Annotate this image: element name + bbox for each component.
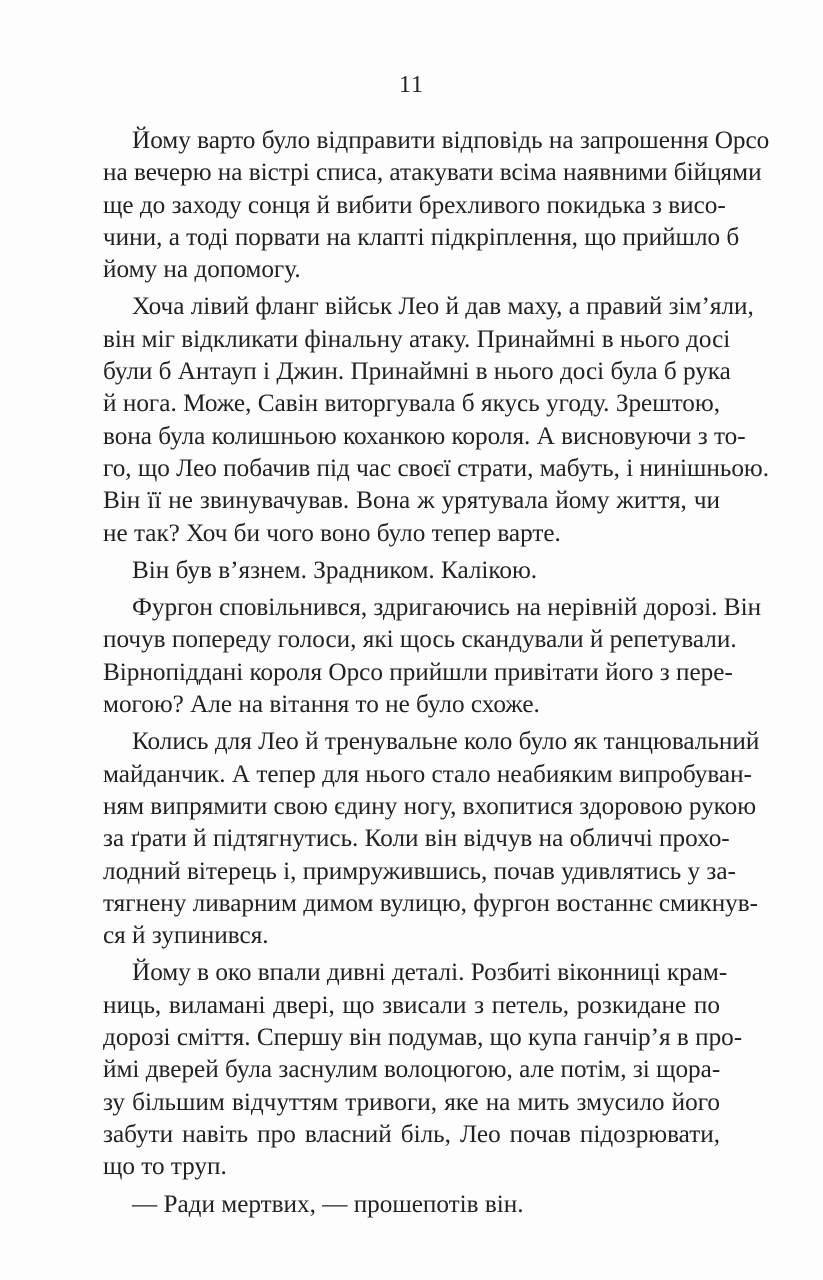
text-line: Хоча лівий фланг військ Лео й дав маху, а правий зім’яли, [132, 293, 754, 321]
text-line: зу більшим відчуттям тривоги, яке на мить змусило його [103, 1088, 720, 1116]
text-line: що то труп. [103, 1153, 227, 1181]
body-text [103, 125, 770, 1226]
text-line: ням випрямити свою єдину ногу, вхопитися здоровою рукою [103, 792, 757, 820]
text-line: на вечерю на вістрі списа, атакувати всіма наявними бійцями [103, 159, 762, 187]
text-line: Колись для Лео й тренувальне коло було як танцювальний [132, 728, 760, 756]
text-line: лодний вітерець і, примружившись, почав удивлятись у за- [103, 857, 736, 885]
text-line: ймі дверей була заснулим волоцюгою, але потім, зі щора- [103, 1056, 721, 1084]
text-line: ще до заходу сонця й вибити брехливого покидька з висо- [103, 191, 726, 219]
text-line: го, що Лео побачив під час своєї страти, мабуть, і нинішньою. [103, 454, 770, 482]
text-line: Йому варто було відправити відповідь на запрошення Орсо [132, 127, 770, 154]
paragraph [103, 957, 743, 1183]
text-line: тягнену ливарним димом вулицю, фургон востаннє смикнув- [103, 889, 759, 917]
paragraph [103, 592, 762, 721]
text-line: йому на допомогу. [103, 256, 301, 284]
paragraph [103, 726, 760, 952]
text-line: Він був в’язнем. Зрадником. Калікою. [132, 556, 538, 584]
text-line: Фургон сповільнився, здригаючись на нерівній дорозі. Він [132, 594, 762, 622]
paragraph [103, 1189, 720, 1221]
page-number: 11 [398, 72, 425, 98]
text-line: дорозі сміття. Спершу він подумав, що купа ганчір’я в про- [103, 1024, 743, 1052]
text-line: Він її не звинувачував. Вона ж урятувала йому життя, чи [103, 487, 720, 515]
text-line: Вірнопіддані короля Орсо прийшли привітати його з пере- [103, 658, 733, 686]
text-line: вона була колишньою коханкою короля. А висновуючи з то- [103, 422, 746, 450]
paragraph [103, 555, 720, 587]
text-line: були б Антауп і Джин. Принаймні в нього досі була б рука [103, 358, 731, 386]
text-line: він міг відкликати фінальну атаку. Принаймні в нього досі [103, 325, 731, 353]
text-line: — Ради мертвих, — прошепотів він. [132, 1190, 524, 1218]
text-line: забути навіть про власний біль, Лео почав підозрювати, [103, 1120, 720, 1148]
text-line: почув попереду голоси, які щось скандували й репетували. [103, 626, 737, 654]
text-line: не так? Хоч би чого воно було тепер варте. [103, 519, 561, 547]
text-line: чини, а тоді порвати на клапті підкріплення, що прийшло б [103, 223, 740, 251]
text-line: Йому в око впали дивні деталі. Розбиті віконниці крам- [132, 959, 728, 987]
text-line: ниць, виламані двері, що звисали з петель, розкидане по [103, 991, 720, 1019]
text-line: й нога. Може, Савін виторгувала б якусь угоду. Зрештою, [103, 390, 720, 418]
paragraph [103, 125, 770, 286]
text-line: за ґрати й підтягнутись. Коли він відчув на обличчі прохо- [103, 825, 730, 853]
paragraph [103, 291, 770, 549]
text-line: майданчик. А тепер для нього стало неабияким випробуван- [103, 760, 752, 788]
text-line: ся й зупинився. [103, 922, 269, 950]
text-line: могою? Але на вітання то не було схоже. [103, 691, 540, 719]
